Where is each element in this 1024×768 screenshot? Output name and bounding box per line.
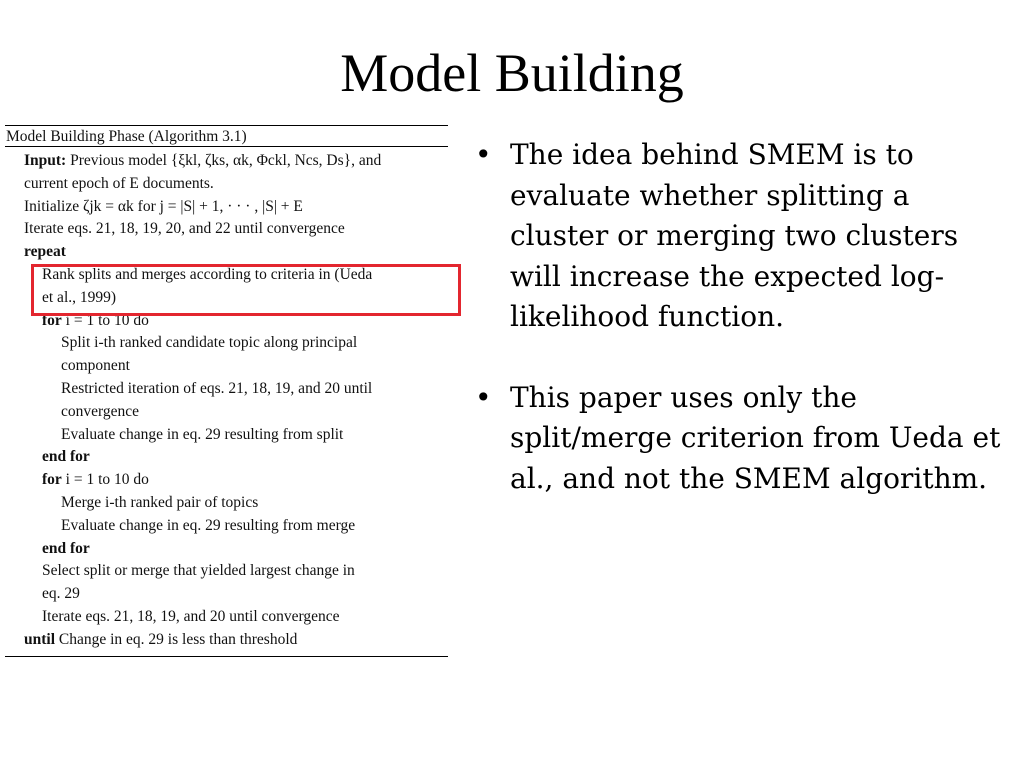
algorithm-text: Select split or merge that yielded largest change in [42, 562, 355, 580]
algorithm-line [5, 150, 448, 173]
algorithm-text: convergence [61, 402, 140, 420]
bullet-dot-icon: • [475, 138, 492, 171]
algorithm-line [5, 378, 448, 401]
algorithm-text: i = 1 to 10 do [65, 311, 149, 329]
bullet-item [470, 378, 1010, 500]
algorithm-text: Initialize ζjk = αk for j = |S| + 1, · · · , |S| + E [24, 197, 303, 215]
algorithm-keyword: end for [42, 539, 90, 557]
algorithm-line [5, 492, 448, 515]
bullet-dot-icon: • [475, 380, 492, 414]
algorithm-keyword: for [42, 311, 62, 329]
algorithm-text: Rank splits and merges according to criteria in (Ueda [42, 265, 373, 283]
algorithm-line [5, 538, 448, 561]
algorithm-line [5, 446, 448, 469]
algorithm-caption: Model Building Phase (Algorithm 3.1) [6, 128, 247, 145]
algorithm-text: current epoch of E documents. [24, 174, 214, 192]
algorithm-line [5, 332, 448, 355]
algorithm-line [5, 173, 448, 196]
algorithm-box [5, 125, 448, 657]
algorithm-text: Iterate eqs. 21, 18, 19, and 20 until convergence [42, 607, 340, 625]
bullet-text: This paper uses only the split/merge criterion from Ueda et al., and not the SMEM algorithm. [510, 380, 1001, 495]
algorithm-line [5, 424, 448, 447]
algorithm-keyword: for [42, 471, 62, 489]
algorithm-line [5, 606, 448, 629]
caption-rule [5, 146, 448, 147]
algorithm-text: component [61, 357, 130, 375]
algorithm-text: Evaluate change in eq. 29 resulting from split [61, 425, 344, 443]
algorithm-text: eq. 29 [42, 585, 80, 603]
algorithm-text: Change in eq. 29 is less than threshold [58, 630, 298, 648]
algorithm-text: Merge i-th ranked pair of topics [61, 493, 259, 511]
algorithm-text: Evaluate change in eq. 29 resulting from merge [61, 516, 356, 534]
slide-title: Model Building [340, 43, 684, 103]
algorithm-keyword: Input: [24, 152, 67, 169]
algorithm-text: i = 1 to 10 do [65, 471, 149, 489]
algorithm-line [5, 355, 448, 378]
algorithm-line [5, 218, 448, 241]
algorithm-line [5, 515, 448, 538]
algorithm-text: Iterate eqs. 21, 18, 19, 20, and 22 until convergence [24, 220, 345, 238]
algorithm-keyword: until [24, 630, 56, 648]
algorithm-lines [5, 150, 448, 652]
algorithm-text: Previous model {ξkl, ζks, αk, Φckl, Ncs, Ds}, and [70, 152, 382, 169]
algorithm-line [5, 196, 448, 219]
bullet-text: The idea behind SMEM is to evaluate whether splitting a cluster or merging two clusters will increase the expected log-likelihood function. [510, 138, 959, 333]
highlight-box [31, 264, 461, 316]
algorithm-text: Split i-th ranked candidate topic along principal [61, 334, 358, 352]
algorithm-line [5, 560, 448, 583]
algorithm-keyword: repeat [24, 243, 66, 261]
bottom-rule [5, 656, 448, 657]
algorithm-line [5, 629, 448, 652]
algorithm-keyword: end for [42, 448, 90, 466]
bullet-list [470, 135, 1010, 499]
bullet-item [470, 135, 1010, 338]
algorithm-line [5, 469, 448, 492]
algorithm-line [5, 583, 448, 606]
algorithm-line [5, 401, 448, 424]
algorithm-line [5, 241, 448, 264]
algorithm-text: Restricted iteration of eqs. 21, 18, 19, and 20 until [61, 379, 373, 397]
algorithm-text: et al., 1999) [42, 288, 117, 306]
